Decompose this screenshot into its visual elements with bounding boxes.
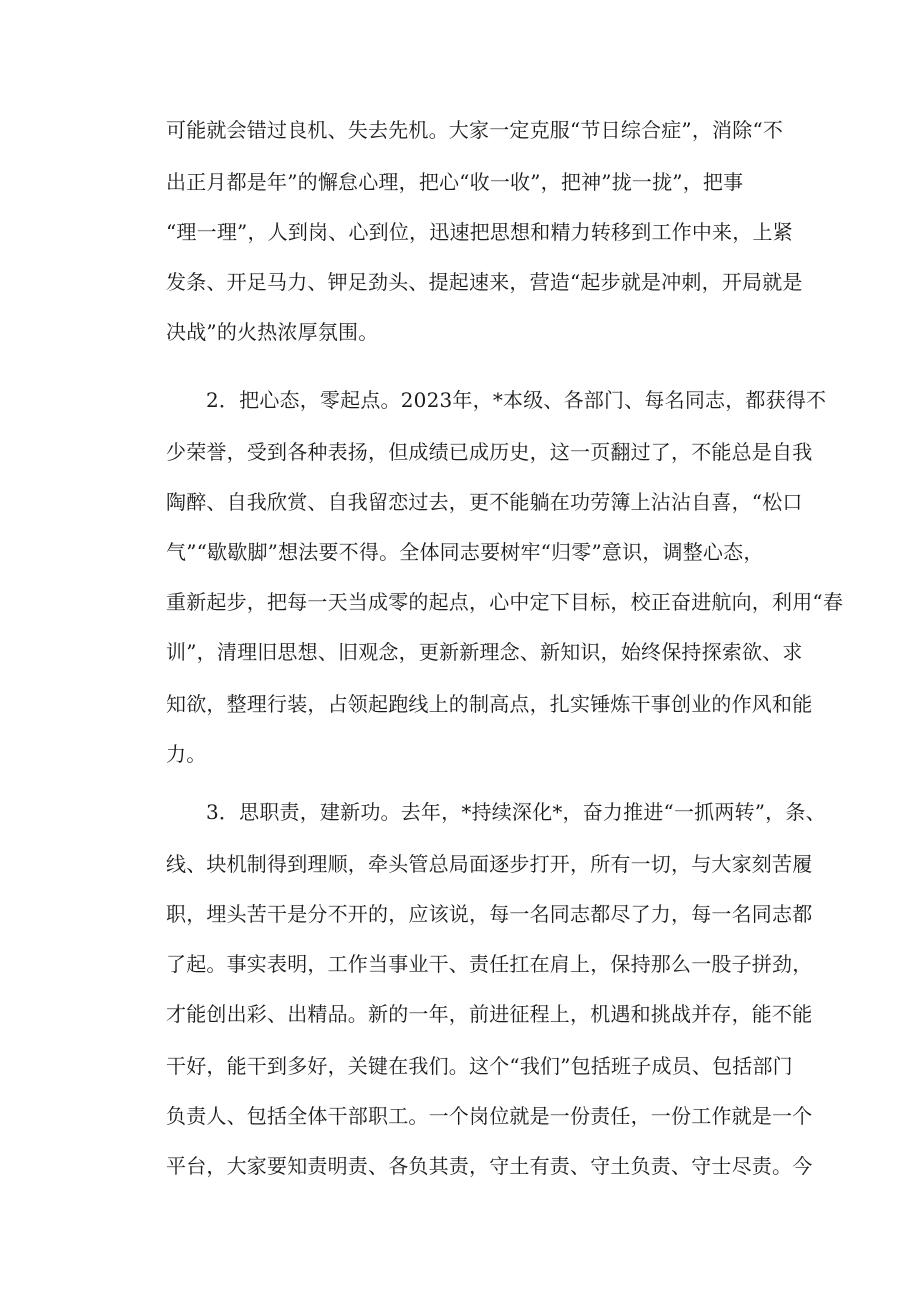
paragraph-line: 陶醉、自我欣赏、自我留恋过去，更不能躺在功劳簿上沾沾自喜，“松口	[166, 490, 803, 514]
paragraph-line: 重新起步，把每一天当成零的起点，心中定下目标，校正奋进航向，利用“春	[166, 590, 844, 614]
paragraph-line: 力。	[166, 742, 207, 766]
paragraph-line: 发条、开足马力、钾足劲头、提起速来，营造“起步就是冲刺，开局就是	[166, 270, 803, 294]
paragraph-line: 知欲，整理行装，占领起跑线上的制高点，扎实锤炼干事创业的作风和能	[166, 692, 813, 716]
paragraph-line: 负责人、包括全体干部职工。一个岗位就是一份责任，一份工作就是一个	[166, 1104, 813, 1128]
paragraph-line: 决战”的火热浓厚氛围。	[166, 320, 379, 344]
paragraph-line: 平台，大家要知责明责、各负其责，守土有责、守土负责、守士尽责。今	[166, 1154, 813, 1178]
paragraph-line: 2．把心态，零起点。2023年，*本级、各部门、每名同志，都获得不	[206, 388, 827, 412]
paragraph-line: 线、块机制得到理顺，牵头管总局面逐步打开，所有一切，与大家刻苦履	[166, 852, 813, 876]
paragraph-line: 干好，能干到多好，关键在我们。这个“我们”包括班子成员、包括部门	[166, 1054, 793, 1078]
paragraph-line: 职，埋头苦干是分不开的，应该说，每一名同志都尽了力，每一名同志都	[166, 902, 813, 926]
paragraph-line: 出正月都是年”的懈怠心理，把心“收一收”，把神”拢一拢”，把事	[166, 170, 744, 194]
paragraph-line: 少荣誉，受到各种表扬，但成绩已成历史，这一页翻过了，不能总是自我	[166, 440, 813, 464]
paragraph-line: 可能就会错过良机、失去先机。大家一定克服“节日综合症”，消除“不	[166, 118, 784, 142]
paragraph-line: 训”，清理旧思想、旧观念，更新新理念、新知识，始终保持探索欲、求	[166, 640, 803, 664]
paragraph-line: 气”“歇歇脚”想法要不得。全体同志要树牢“归零”意识，调整心态，	[166, 540, 764, 564]
paragraph-line: 了起。事实表明，工作当事业干、责任扛在肩上，保持那么一股子拼劲，	[166, 952, 813, 976]
paragraph-line: “理一理”，人到岗、心到位，迅速把思想和精力转移到工作中来，上紧	[166, 220, 793, 244]
paragraph-line: 3．思职责，建新功。去年，*持续深化*，奋力推进“一抓两转”，条、	[206, 800, 826, 824]
paragraph-line: 才能创出彩、出精品。新的一年，前进征程上，机遇和挑战并存，能不能	[166, 1002, 813, 1026]
